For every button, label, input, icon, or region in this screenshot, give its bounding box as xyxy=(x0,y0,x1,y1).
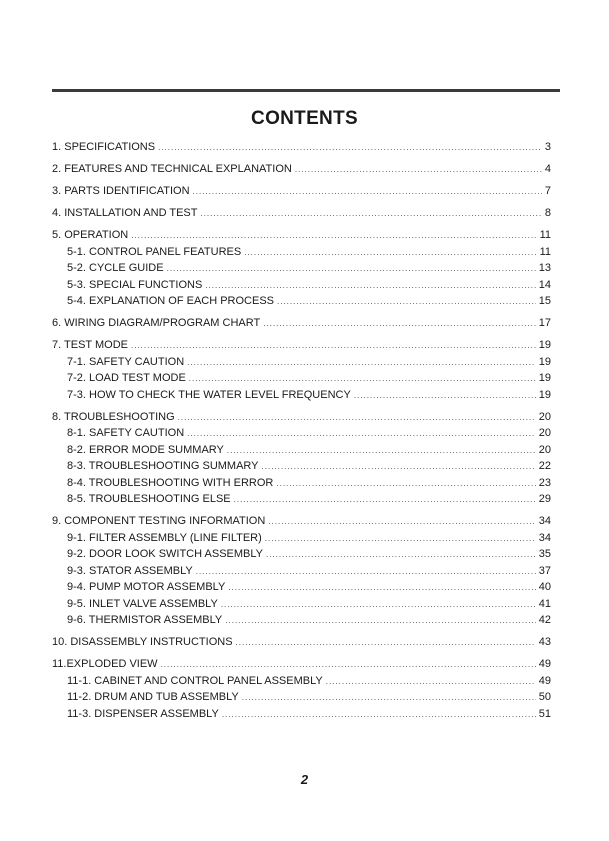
toc-subentry[interactable] xyxy=(52,477,551,494)
toc-entry[interactable] xyxy=(52,411,551,428)
toc-subentry[interactable] xyxy=(52,460,551,477)
page-number: 2 xyxy=(300,772,309,787)
toc-entry-label: 7-2. LOAD TEST MODE xyxy=(67,372,186,384)
toc-entry-page: 3 xyxy=(544,141,551,153)
toc-entry-page: 49 xyxy=(538,674,551,687)
toc-subentry[interactable] xyxy=(52,691,551,708)
toc-subentry[interactable] xyxy=(52,356,551,373)
dot-leader xyxy=(234,494,536,506)
dot-leader xyxy=(277,296,536,308)
toc-entry-page: 11 xyxy=(539,245,551,258)
toc-subentry[interactable] xyxy=(52,598,551,615)
toc-entry-page: 19 xyxy=(538,355,551,368)
toc-entry-label: 8-3. TROUBLESHOOTING SUMMARY xyxy=(67,460,259,472)
dot-leader xyxy=(196,566,536,578)
toc-entry-label: 9-6. THERMISTOR ASSEMBLY xyxy=(67,614,223,626)
toc-entry-label: 5-1. CONTROL PANEL FEATURES xyxy=(67,245,242,258)
toc-entry-label: 7. TEST MODE xyxy=(52,339,129,351)
toc-subentry[interactable] xyxy=(52,493,551,510)
toc-section xyxy=(52,339,551,405)
toc-section xyxy=(52,185,551,202)
toc-entry-label: 5-4. EXPLANATION OF EACH PROCESS xyxy=(67,295,275,307)
dot-leader xyxy=(266,549,536,561)
toc-entry-page: 8 xyxy=(544,207,551,219)
toc-entry-label: 9-1. FILTER ASSEMBLY (LINE FILTER) xyxy=(67,531,262,544)
toc-section xyxy=(52,317,551,334)
toc-entry-page: 49 xyxy=(538,658,551,670)
dot-leader xyxy=(200,208,541,220)
toc-subentry[interactable] xyxy=(52,675,551,692)
dot-leader xyxy=(326,676,536,688)
dot-leader xyxy=(244,247,536,259)
toc-entry-label: 8. TROUBLESHOOTING xyxy=(52,410,175,423)
toc-section xyxy=(52,163,551,180)
toc-entry-label: 11-3. DISPENSER ASSEMBLY xyxy=(67,707,219,720)
toc-entry-page: 15 xyxy=(538,295,551,307)
table-of-contents xyxy=(52,141,551,730)
toc-section xyxy=(52,658,551,724)
toc-entry[interactable] xyxy=(52,317,551,334)
toc-entry-page: 20 xyxy=(538,410,551,423)
toc-entry-page: 51 xyxy=(538,707,551,720)
dot-leader xyxy=(187,428,536,440)
toc-entry-label: 11-1. CABINET AND CONTROL PANEL ASSEMBLY xyxy=(67,674,323,687)
toc-entry-page: 20 xyxy=(538,443,551,456)
toc-entry-page: 23 xyxy=(538,476,551,489)
toc-subentry[interactable] xyxy=(52,246,551,263)
toc-entry-page: 50 xyxy=(538,691,551,703)
toc-entry-page: 29 xyxy=(538,493,551,505)
toc-entry-page: 37 xyxy=(538,564,551,577)
dot-leader xyxy=(178,412,536,424)
toc-entry-label: 5-3. SPECIAL FUNCTIONS xyxy=(67,278,203,291)
dot-leader xyxy=(265,533,536,545)
toc-entry-page: 40 xyxy=(538,581,551,593)
dot-leader xyxy=(161,659,536,671)
toc-entry-label: 9-2. DOOR LOOK SWITCH ASSEMBLY xyxy=(67,548,264,560)
toc-entry-label: 5. OPERATION xyxy=(52,229,129,241)
dot-leader xyxy=(205,280,535,292)
dot-leader xyxy=(221,599,536,611)
toc-entry-page: 19 xyxy=(538,388,551,401)
dot-leader xyxy=(268,516,535,528)
toc-entry-label: 9. COMPONENT TESTING INFORMATION xyxy=(52,515,266,527)
toc-subentry[interactable] xyxy=(52,532,551,549)
toc-section xyxy=(52,515,551,631)
toc-subentry[interactable] xyxy=(52,372,551,389)
page-title: CONTENTS xyxy=(251,108,358,129)
toc-entry-label: 3. PARTS IDENTIFICATION xyxy=(52,185,190,197)
dot-leader xyxy=(242,692,536,704)
toc-entry[interactable] xyxy=(52,515,551,532)
dot-leader xyxy=(276,478,535,490)
toc-entry-page: 20 xyxy=(538,427,551,439)
toc-entry[interactable] xyxy=(52,207,551,224)
dot-leader xyxy=(158,142,542,154)
toc-entry-page: 42 xyxy=(538,614,551,626)
toc-subentry[interactable] xyxy=(52,548,551,565)
dot-leader xyxy=(263,318,536,330)
toc-entry-label: 4. INSTALLATION AND TEST xyxy=(52,207,198,219)
dot-leader xyxy=(262,461,536,473)
toc-entry-page: 19 xyxy=(538,372,551,384)
toc-entry-page: 19 xyxy=(538,339,551,351)
dot-leader xyxy=(228,582,535,594)
toc-entry-page: 7 xyxy=(544,185,551,197)
toc-entry-page: 4 xyxy=(544,163,551,175)
toc-entry-page: 34 xyxy=(538,515,551,527)
toc-entry-label: 8-1. SAFETY CAUTION xyxy=(67,427,185,439)
toc-entry-page: 41 xyxy=(538,597,551,610)
toc-entry-label: 1. SPECIFICATIONS xyxy=(52,141,156,153)
toc-subentry[interactable] xyxy=(52,614,551,631)
toc-entry[interactable] xyxy=(52,141,551,158)
toc-entry-label: 2. FEATURES AND TECHNICAL EXPLANATION xyxy=(52,163,292,175)
toc-subentry[interactable] xyxy=(52,262,551,279)
toc-entry-page: 43 xyxy=(538,636,551,648)
toc-entry-page: 34 xyxy=(538,531,551,544)
toc-entry-page: 22 xyxy=(538,460,551,472)
toc-entry[interactable] xyxy=(52,636,551,653)
toc-entry-label: 7-1. SAFETY CAUTION xyxy=(67,355,185,368)
dot-leader xyxy=(193,186,542,198)
toc-entry-label: 8-4. TROUBLESHOOTING WITH ERROR xyxy=(67,476,274,489)
dot-leader xyxy=(131,230,536,242)
toc-subentry[interactable] xyxy=(52,279,551,296)
toc-entry-label: 9-3. STATOR ASSEMBLY xyxy=(67,564,193,577)
toc-subentry[interactable] xyxy=(52,389,551,406)
toc-entry[interactable] xyxy=(52,185,551,202)
toc-subentry[interactable] xyxy=(52,581,551,598)
dot-leader xyxy=(131,340,536,352)
toc-entry[interactable] xyxy=(52,163,551,180)
toc-entry-label: 5-2. CYCLE GUIDE xyxy=(67,262,164,274)
dot-leader xyxy=(187,357,536,369)
toc-entry-label: 6. WIRING DIAGRAM/PROGRAM CHART xyxy=(52,317,261,329)
toc-entry-page: 35 xyxy=(538,548,551,560)
dot-leader xyxy=(189,373,536,385)
toc-subentry[interactable] xyxy=(52,444,551,461)
toc-entry-label: 11-2. DRUM AND TUB ASSEMBLY xyxy=(67,691,239,703)
toc-entry-label: 11.EXPLODED VIEW xyxy=(52,658,158,670)
toc-entry-label: 9-5. INLET VALVE ASSEMBLY xyxy=(67,597,218,610)
toc-entry-page: 14 xyxy=(538,278,551,291)
toc-entry-label: 8-2. ERROR MODE SUMMARY xyxy=(67,443,224,456)
toc-entry[interactable] xyxy=(52,229,551,246)
toc-section xyxy=(52,636,551,653)
toc-section xyxy=(52,411,551,510)
toc-section xyxy=(52,207,551,224)
dot-leader xyxy=(354,390,536,402)
dot-leader xyxy=(236,637,536,649)
top-rule xyxy=(52,89,560,92)
dot-leader xyxy=(222,709,536,721)
toc-entry-page: 17 xyxy=(538,317,551,329)
dot-leader xyxy=(295,164,542,176)
toc-subentry[interactable] xyxy=(52,565,551,582)
toc-entry-label: 7-3. HOW TO CHECK THE WATER LEVEL FREQUENCY xyxy=(67,388,351,401)
toc-subentry[interactable] xyxy=(52,295,551,312)
toc-section xyxy=(52,141,551,158)
toc-subentry[interactable] xyxy=(52,427,551,444)
dot-leader xyxy=(225,615,535,627)
toc-entry-page: 13 xyxy=(538,262,551,274)
dot-leader xyxy=(227,445,536,457)
toc-section xyxy=(52,229,551,312)
toc-entry-page: 11 xyxy=(539,229,551,241)
toc-entry[interactable] xyxy=(52,339,551,356)
toc-entry-label: 9-4. PUMP MOTOR ASSEMBLY xyxy=(67,581,226,593)
toc-entry-label: 10. DISASSEMBLY INSTRUCTIONS xyxy=(52,636,233,648)
dot-leader xyxy=(167,263,536,275)
toc-entry-label: 8-5. TROUBLESHOOTING ELSE xyxy=(67,493,231,505)
toc-entry[interactable] xyxy=(52,658,551,675)
toc-subentry[interactable] xyxy=(52,708,551,725)
